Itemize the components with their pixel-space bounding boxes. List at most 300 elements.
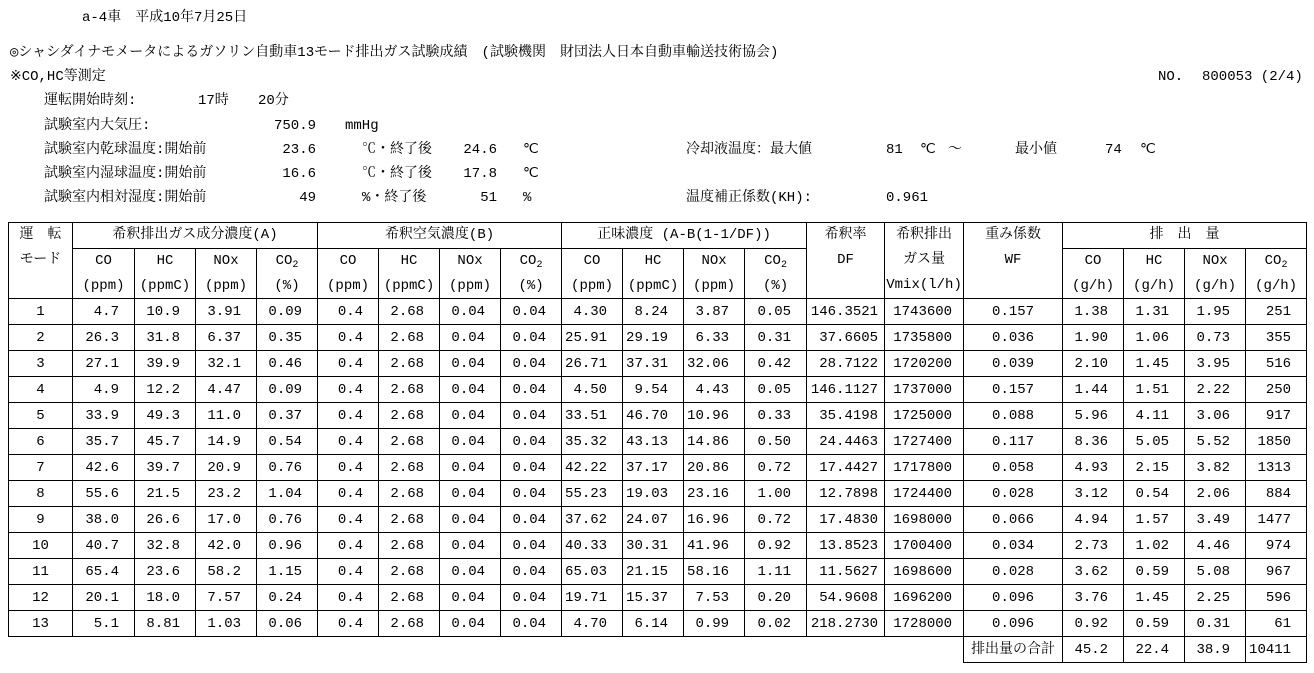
weight-factor-wf-cell: 0.157 <box>964 299 1063 325</box>
col-header-net-concentration-co-label <box>562 249 622 274</box>
net-nox-cell: 7.53 <box>684 585 745 611</box>
dil-air-co-cell: 0.4 <box>318 481 379 507</box>
emission-co2-cell: 967 <box>1246 559 1307 585</box>
dil-air-co2-cell: 0.04 <box>501 507 562 533</box>
table-row <box>9 585 1307 611</box>
col-header-dilution-air-co-unit: (ppm) <box>327 277 370 294</box>
emission-nox-cell: 3.82 <box>1185 455 1246 481</box>
vmix-cell: 1737000 <box>885 377 964 403</box>
dil-air-nox-cell: 0.04 <box>440 559 501 585</box>
col-header-net-concentration-co2-subscript: 2 <box>780 260 787 271</box>
dil-exhaust-co-cell: 26.3 <box>73 325 135 351</box>
emission-test-table <box>8 222 1307 663</box>
vmix-cell: 1743600 <box>885 299 964 325</box>
col-header-emission-co-species: CO <box>1084 253 1102 269</box>
emission-nox-cell: 0.73 <box>1185 325 1246 351</box>
dil-exhaust-co2-cell: 0.76 <box>257 507 318 533</box>
emission-co-cell: 1.90 <box>1063 325 1124 351</box>
wet-bulb-after: 17.8 <box>463 166 497 182</box>
dilution-ratio-df-cell: 12.7898 <box>807 481 885 507</box>
dry-bulb-after: 24.6 <box>463 142 497 158</box>
weight-factor-wf-cell: 0.096 <box>964 585 1063 611</box>
mode-number: 13 <box>9 611 73 637</box>
emission-hc-cell: 1.51 <box>1124 377 1185 403</box>
dil-air-hc-cell: 2.68 <box>379 533 440 559</box>
dilution-ratio-df-cell: 54.9608 <box>807 585 885 611</box>
net-hc-cell: 24.07 <box>623 507 684 533</box>
total-emission-hc: 22.4 <box>1124 637 1185 663</box>
col-header-dilution-air-co2-label <box>501 249 561 274</box>
emission-hc-cell: 1.45 <box>1124 585 1185 611</box>
dil-air-nox-cell: 0.04 <box>440 299 501 325</box>
document-title: ◎シャシダイナモメータによるガソリン自動車13モード排出ガス試験成績 (試験機関 財団法人日本自動車輸送技術協会) <box>10 45 779 61</box>
pressure-label: 試験室内大気圧: <box>44 118 151 134</box>
net-co-cell: 26.71 <box>562 351 623 377</box>
dil-exhaust-hc-cell: 45.7 <box>135 429 196 455</box>
emission-hc-cell: 0.59 <box>1124 611 1185 637</box>
dilution-ratio-df-cell: 37.6605 <box>807 325 885 351</box>
dry-bulb-before: 23.6 <box>282 142 316 158</box>
humidity-after: 51 <box>480 190 497 206</box>
mode-number: 7 <box>9 455 73 481</box>
emission-co2-cell: 917 <box>1246 403 1307 429</box>
mode-number: 8 <box>9 481 73 507</box>
dil-air-hc-cell: 2.68 <box>379 299 440 325</box>
vmix-cell: 1735800 <box>885 325 964 351</box>
emission-co-cell: 4.94 <box>1063 507 1124 533</box>
mode-header-line2: モード <box>19 252 62 268</box>
dil-exhaust-nox-cell: 1.03 <box>196 611 257 637</box>
emission-nox-cell: 5.08 <box>1185 559 1246 585</box>
dil-exhaust-co-cell: 35.7 <box>73 429 135 455</box>
start-time-minute: 20分 <box>258 93 289 109</box>
col-header-diluted-exhaust-hc-species: HC <box>156 253 174 269</box>
emission-co2-cell: 1313 <box>1246 455 1307 481</box>
humidity-mid-label: %・終了後 <box>362 190 427 206</box>
vmix-header-line2: ガス量 <box>903 252 946 268</box>
mode-number: 1 <box>9 299 73 325</box>
dil-air-co-cell: 0.4 <box>318 429 379 455</box>
vmix-cell: 1727400 <box>885 429 964 455</box>
header-row-columns <box>9 249 1307 299</box>
net-co-cell: 4.50 <box>562 377 623 403</box>
col-header-dilution-air-hc-label <box>379 249 439 274</box>
net-co2-cell: 0.20 <box>745 585 807 611</box>
table-row <box>9 611 1307 637</box>
wet-bulb-mid-label: ℃・終了後 <box>362 166 432 182</box>
df-header-line2: DF <box>837 252 854 268</box>
emission-nox-cell: 0.31 <box>1185 611 1246 637</box>
group-header-emission: 排 出 量 <box>1063 223 1307 249</box>
col-header-diluted-exhaust-co2-species: CO <box>275 253 293 269</box>
header-row-groups <box>9 223 1307 249</box>
dil-exhaust-co2-cell: 0.46 <box>257 351 318 377</box>
emission-co2-cell: 355 <box>1246 325 1307 351</box>
dil-exhaust-nox-cell: 42.0 <box>196 533 257 559</box>
col-header-emission-hc <box>1124 249 1185 299</box>
dil-air-co-cell: 0.4 <box>318 325 379 351</box>
wf-header-line2: WF <box>1004 252 1022 268</box>
dil-air-nox-cell: 0.04 <box>440 507 501 533</box>
net-co-cell: 55.23 <box>562 481 623 507</box>
weight-factor-wf-cell: 0.034 <box>964 533 1063 559</box>
col-header-diluted-exhaust-co-label <box>73 249 134 274</box>
dil-exhaust-co2-cell: 0.09 <box>257 299 318 325</box>
dil-air-co-cell: 0.4 <box>318 533 379 559</box>
emission-co2-cell: 251 <box>1246 299 1307 325</box>
table-row <box>9 559 1307 585</box>
col-header-net-concentration-co2-label <box>745 249 806 274</box>
net-co2-cell: 0.02 <box>745 611 807 637</box>
humidity-unit: % <box>523 190 532 206</box>
dil-exhaust-hc-cell: 10.9 <box>135 299 196 325</box>
net-co2-cell: 0.33 <box>745 403 807 429</box>
net-hc-cell: 37.31 <box>623 351 684 377</box>
dil-air-co-cell: 0.4 <box>318 585 379 611</box>
col-header-dilution-air-co2-subscript: 2 <box>536 260 543 271</box>
table-row <box>9 351 1307 377</box>
kh-value: 0.961 <box>886 190 929 206</box>
dilution-ratio-df-cell: 17.4830 <box>807 507 885 533</box>
emission-co2-cell: 1477 <box>1246 507 1307 533</box>
measurement-note: ※CO,HC等測定 <box>10 69 106 85</box>
dil-exhaust-nox-cell: 23.2 <box>196 481 257 507</box>
col-header-dilution-air-nox-label <box>440 249 500 274</box>
col-header-dilution-air-nox <box>440 249 501 299</box>
dry-bulb-mid-label: ℃・終了後 <box>362 142 432 158</box>
vmix-cell: 1720200 <box>885 351 964 377</box>
dil-air-co2-cell: 0.04 <box>501 325 562 351</box>
vmix-cell: 1717800 <box>885 455 964 481</box>
pressure-unit: mmHg <box>345 118 379 134</box>
dil-exhaust-co-cell: 33.9 <box>73 403 135 429</box>
dil-exhaust-nox-cell: 7.57 <box>196 585 257 611</box>
mode-number: 4 <box>9 377 73 403</box>
dil-exhaust-nox-cell: 4.47 <box>196 377 257 403</box>
net-co-cell: 33.51 <box>562 403 623 429</box>
weight-factor-wf-cell: 0.028 <box>964 559 1063 585</box>
dil-exhaust-hc-cell: 26.6 <box>135 507 196 533</box>
dilution-ratio-df-cell: 17.4427 <box>807 455 885 481</box>
net-co2-cell: 0.31 <box>745 325 807 351</box>
dil-air-co-cell: 0.4 <box>318 455 379 481</box>
col-header-net-concentration-nox-species: NOx <box>701 253 727 269</box>
net-nox-cell: 0.99 <box>684 611 745 637</box>
net-nox-cell: 10.96 <box>684 403 745 429</box>
start-time-hour: 17時 <box>198 93 229 109</box>
emission-nox-cell: 2.06 <box>1185 481 1246 507</box>
emission-hc-cell: 0.54 <box>1124 481 1185 507</box>
emission-nox-cell: 3.95 <box>1185 351 1246 377</box>
col-header-net-concentration-hc <box>623 249 684 299</box>
net-hc-cell: 29.19 <box>623 325 684 351</box>
dil-air-nox-cell: 0.04 <box>440 351 501 377</box>
col-header-net-concentration-hc-species: HC <box>644 253 662 269</box>
col-header-net-concentration-nox-label <box>684 249 744 274</box>
emission-co-cell: 4.93 <box>1063 455 1124 481</box>
col-header-diluted-exhaust-nox-species: NOx <box>213 253 239 269</box>
dil-exhaust-co2-cell: 1.15 <box>257 559 318 585</box>
table-body <box>9 299 1307 663</box>
weight-factor-wf-cell: 0.036 <box>964 325 1063 351</box>
total-emission-co2: 10411 <box>1246 637 1307 663</box>
emission-co-cell: 3.62 <box>1063 559 1124 585</box>
dil-air-hc-cell: 2.68 <box>379 403 440 429</box>
vehicle-and-date: a-4車 平成10年7月25日 <box>82 10 248 26</box>
dil-exhaust-co2-cell: 0.24 <box>257 585 318 611</box>
net-nox-cell: 6.33 <box>684 325 745 351</box>
col-header-emission-co2-label <box>1246 249 1306 274</box>
wet-bulb-label: 試験室内湿球温度:開始前 <box>44 166 207 182</box>
coolant-min: 74 <box>1105 142 1122 158</box>
dil-air-nox-cell: 0.04 <box>440 403 501 429</box>
table-row <box>9 481 1307 507</box>
net-co-cell: 19.71 <box>562 585 623 611</box>
dil-exhaust-hc-cell: 12.2 <box>135 377 196 403</box>
dil-air-co2-cell: 0.04 <box>501 299 562 325</box>
group-header-diluted-exhaust: 希釈排出ガス成分濃度(A) <box>73 223 318 249</box>
dilution-ratio-df-cell: 146.3521 <box>807 299 885 325</box>
net-nox-cell: 3.87 <box>684 299 745 325</box>
wet-bulb-before: 16.6 <box>282 166 316 182</box>
emission-co2-cell: 1850 <box>1246 429 1307 455</box>
mode-header <box>9 223 73 299</box>
col-header-emission-co2-species: CO <box>1264 253 1282 269</box>
dil-air-co2-cell: 0.04 <box>501 455 562 481</box>
df-header <box>807 223 885 299</box>
col-header-emission-nox <box>1185 249 1246 299</box>
dil-air-co2-cell: 0.04 <box>501 559 562 585</box>
col-header-net-concentration-co <box>562 249 623 299</box>
emission-co2-cell: 250 <box>1246 377 1307 403</box>
dilution-ratio-df-cell: 35.4198 <box>807 403 885 429</box>
dil-air-co2-cell: 0.04 <box>501 403 562 429</box>
col-header-dilution-air-co-species: CO <box>339 253 357 269</box>
dil-exhaust-nox-cell: 6.37 <box>196 325 257 351</box>
dilution-ratio-df-cell: 28.7122 <box>807 351 885 377</box>
dil-air-nox-cell: 0.04 <box>440 325 501 351</box>
total-label: 排出量の合計 <box>964 637 1063 663</box>
table-row <box>9 299 1307 325</box>
emission-co-cell: 3.76 <box>1063 585 1124 611</box>
emission-co-cell: 3.12 <box>1063 481 1124 507</box>
group-header-dilution-air: 希釈空気濃度(B) <box>318 223 562 249</box>
dil-exhaust-co-cell: 4.7 <box>73 299 135 325</box>
dil-exhaust-co2-cell: 0.06 <box>257 611 318 637</box>
net-nox-cell: 58.16 <box>684 559 745 585</box>
dil-exhaust-nox-cell: 3.91 <box>196 299 257 325</box>
vmix-header <box>885 223 964 299</box>
col-header-net-concentration-nox <box>684 249 745 299</box>
net-nox-cell: 14.86 <box>684 429 745 455</box>
table-row <box>9 377 1307 403</box>
net-co2-cell: 0.72 <box>745 455 807 481</box>
dil-air-co-cell: 0.4 <box>318 559 379 585</box>
col-header-net-concentration-co2-species: CO <box>764 253 781 269</box>
document-number-label: NO. <box>1158 69 1184 85</box>
weight-factor-wf-cell: 0.066 <box>964 507 1063 533</box>
dry-bulb-unit: ℃ <box>523 142 539 158</box>
start-time-label: 運転開始時刻: <box>44 93 137 109</box>
dil-exhaust-nox-cell: 11.0 <box>196 403 257 429</box>
col-header-emission-co2-unit: (g/h) <box>1255 277 1298 294</box>
dilution-ratio-df-cell: 11.5627 <box>807 559 885 585</box>
net-co2-cell: 0.05 <box>745 299 807 325</box>
emission-co2-cell: 596 <box>1246 585 1307 611</box>
vmix-cell: 1698600 <box>885 559 964 585</box>
dil-air-hc-cell: 2.68 <box>379 377 440 403</box>
col-header-diluted-exhaust-co-unit: (ppm) <box>82 277 125 294</box>
net-co-cell: 40.33 <box>562 533 623 559</box>
dil-air-co-cell: 0.4 <box>318 507 379 533</box>
total-row-spacer <box>9 637 964 663</box>
dil-exhaust-co-cell: 40.7 <box>73 533 135 559</box>
dil-exhaust-co-cell: 27.1 <box>73 351 135 377</box>
dil-exhaust-hc-cell: 31.8 <box>135 325 196 351</box>
dil-exhaust-hc-cell: 8.81 <box>135 611 196 637</box>
wf-header <box>964 223 1063 299</box>
emission-nox-cell: 2.22 <box>1185 377 1246 403</box>
net-co-cell: 35.32 <box>562 429 623 455</box>
dil-air-co-cell: 0.4 <box>318 377 379 403</box>
col-header-net-concentration-co2 <box>745 249 807 299</box>
vmix-header-line3: Vmix(l/h) <box>886 277 962 293</box>
table-row <box>9 325 1307 351</box>
net-co-cell: 25.91 <box>562 325 623 351</box>
wf-header-line1: 重み係数 <box>985 227 1042 243</box>
emission-co-cell: 1.38 <box>1063 299 1124 325</box>
net-co2-cell: 0.42 <box>745 351 807 377</box>
emission-co-cell: 2.73 <box>1063 533 1124 559</box>
mode-number: 6 <box>9 429 73 455</box>
table-row <box>9 455 1307 481</box>
net-hc-cell: 46.70 <box>623 403 684 429</box>
col-header-emission-nox-species: NOx <box>1202 253 1228 269</box>
table-row <box>9 533 1307 559</box>
col-header-net-concentration-hc-label <box>623 249 683 274</box>
net-nox-cell: 16.96 <box>684 507 745 533</box>
dil-exhaust-nox-cell: 20.9 <box>196 455 257 481</box>
document-number: 800053 (2/4) <box>1202 69 1303 85</box>
col-header-emission-co2 <box>1246 249 1307 299</box>
dil-air-hc-cell: 2.68 <box>379 481 440 507</box>
col-header-net-concentration-co2-unit: (%) <box>762 277 789 294</box>
net-co2-cell: 0.50 <box>745 429 807 455</box>
dil-air-hc-cell: 2.68 <box>379 455 440 481</box>
dil-exhaust-co-cell: 4.9 <box>73 377 135 403</box>
col-header-diluted-exhaust-co <box>73 249 135 299</box>
net-co-cell: 4.30 <box>562 299 623 325</box>
col-header-dilution-air-hc-unit: (ppmC) <box>383 277 435 294</box>
emission-nox-cell: 4.46 <box>1185 533 1246 559</box>
col-header-dilution-air-hc <box>379 249 440 299</box>
col-header-dilution-air-co <box>318 249 379 299</box>
mode-number: 2 <box>9 325 73 351</box>
net-co2-cell: 0.92 <box>745 533 807 559</box>
dil-exhaust-co-cell: 55.6 <box>73 481 135 507</box>
emission-nox-cell: 3.06 <box>1185 403 1246 429</box>
col-header-diluted-exhaust-hc-unit: (ppmC) <box>139 277 191 294</box>
col-header-diluted-exhaust-nox <box>196 249 257 299</box>
col-header-diluted-exhaust-hc <box>135 249 196 299</box>
table-header <box>9 223 1307 299</box>
emission-nox-cell: 5.52 <box>1185 429 1246 455</box>
dil-air-nox-cell: 0.04 <box>440 481 501 507</box>
dil-exhaust-nox-cell: 14.9 <box>196 429 257 455</box>
dil-air-nox-cell: 0.04 <box>440 429 501 455</box>
col-header-emission-nox-label <box>1185 249 1245 274</box>
dil-exhaust-hc-cell: 39.7 <box>135 455 196 481</box>
net-co-cell: 4.70 <box>562 611 623 637</box>
col-header-diluted-exhaust-nox-unit: (ppm) <box>204 277 247 294</box>
dil-exhaust-co2-cell: 0.37 <box>257 403 318 429</box>
emission-hc-cell: 2.15 <box>1124 455 1185 481</box>
table-row <box>9 403 1307 429</box>
col-header-dilution-air-hc-species: HC <box>400 253 418 269</box>
col-header-diluted-exhaust-co2-label <box>257 249 317 274</box>
dil-exhaust-co2-cell: 1.04 <box>257 481 318 507</box>
dil-air-hc-cell: 2.68 <box>379 429 440 455</box>
weight-factor-wf-cell: 0.096 <box>964 611 1063 637</box>
net-nox-cell: 4.43 <box>684 377 745 403</box>
emission-co-cell: 2.10 <box>1063 351 1124 377</box>
dil-exhaust-co2-cell: 0.96 <box>257 533 318 559</box>
coolant-min-label: 最小値 <box>1015 142 1057 158</box>
dil-air-hc-cell: 2.68 <box>379 585 440 611</box>
net-nox-cell: 41.96 <box>684 533 745 559</box>
dil-exhaust-co-cell: 20.1 <box>73 585 135 611</box>
coolant-max: 81 <box>886 142 903 158</box>
col-header-net-concentration-co-unit: (ppm) <box>571 277 614 294</box>
emission-co-cell: 0.92 <box>1063 611 1124 637</box>
col-header-emission-co2-subscript: 2 <box>1281 260 1288 271</box>
net-nox-cell: 23.16 <box>684 481 745 507</box>
weight-factor-wf-cell: 0.117 <box>964 429 1063 455</box>
mode-number: 5 <box>9 403 73 429</box>
net-co2-cell: 1.11 <box>745 559 807 585</box>
col-header-net-concentration-co-species: CO <box>583 253 601 269</box>
net-co2-cell: 1.00 <box>745 481 807 507</box>
dil-air-hc-cell: 2.68 <box>379 611 440 637</box>
net-hc-cell: 30.31 <box>623 533 684 559</box>
dil-exhaust-co2-cell: 0.09 <box>257 377 318 403</box>
dil-air-hc-cell: 2.68 <box>379 507 440 533</box>
net-hc-cell: 15.37 <box>623 585 684 611</box>
col-header-dilution-air-co-label <box>318 249 378 274</box>
emission-co2-cell: 974 <box>1246 533 1307 559</box>
emission-co2-cell: 61 <box>1246 611 1307 637</box>
coolant-min-unit: ℃ <box>1140 142 1156 158</box>
dil-air-co2-cell: 0.04 <box>501 429 562 455</box>
net-hc-cell: 37.17 <box>623 455 684 481</box>
dil-air-co-cell: 0.4 <box>318 299 379 325</box>
pressure-value: 750.9 <box>273 118 316 134</box>
dil-air-co2-cell: 0.04 <box>501 377 562 403</box>
col-header-diluted-exhaust-co2-subscript: 2 <box>292 260 299 271</box>
dil-exhaust-co2-cell: 0.76 <box>257 455 318 481</box>
col-header-emission-co <box>1063 249 1124 299</box>
dil-exhaust-hc-cell: 49.3 <box>135 403 196 429</box>
table-row <box>9 429 1307 455</box>
net-co-cell: 65.03 <box>562 559 623 585</box>
dil-air-co2-cell: 0.04 <box>501 481 562 507</box>
col-header-emission-co-label <box>1063 249 1123 274</box>
weight-factor-wf-cell: 0.039 <box>964 351 1063 377</box>
col-header-emission-hc-species: HC <box>1145 253 1163 269</box>
col-header-net-concentration-nox-unit: (ppm) <box>693 277 736 294</box>
col-header-diluted-exhaust-co2 <box>257 249 318 299</box>
dil-exhaust-hc-cell: 32.8 <box>135 533 196 559</box>
